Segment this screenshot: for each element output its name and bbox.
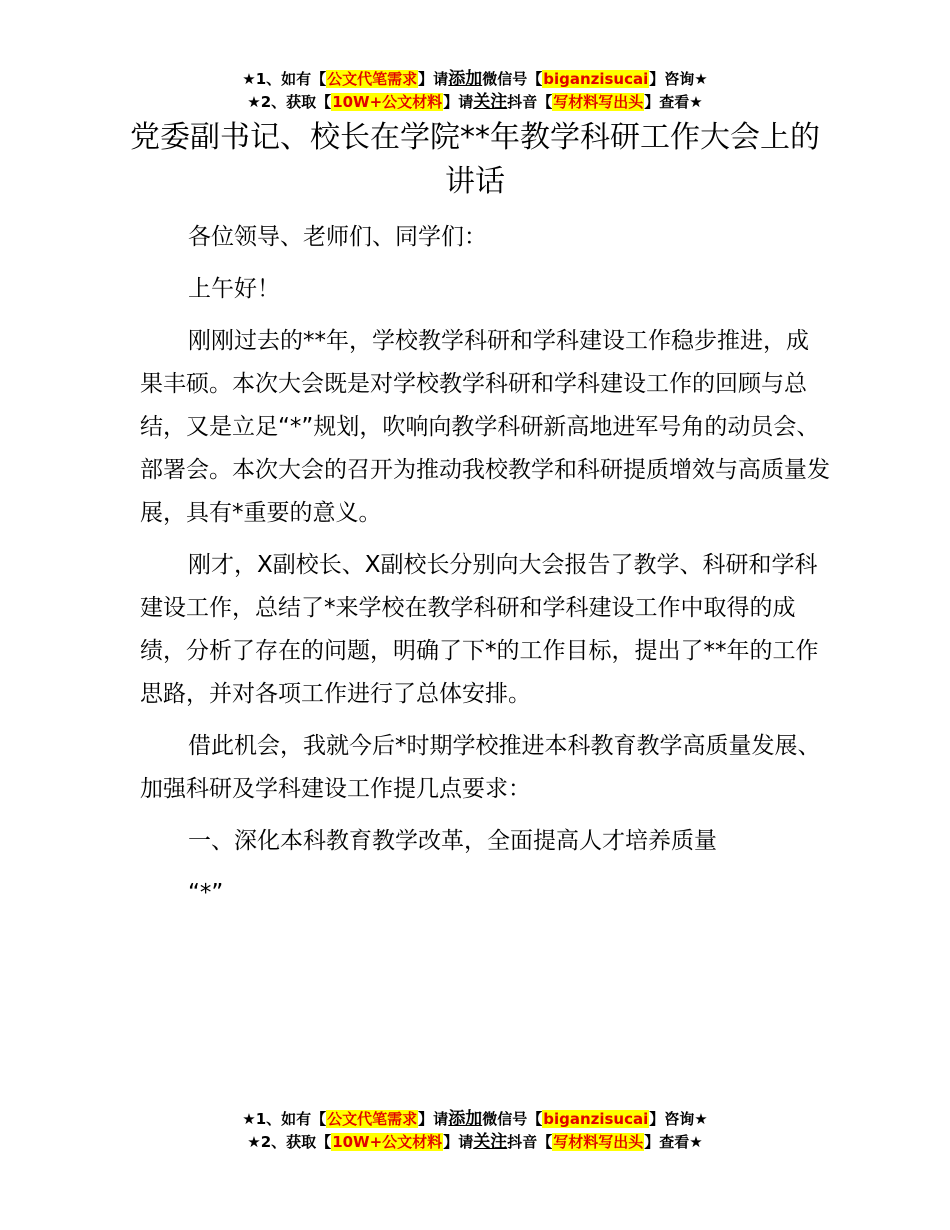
- top-banner: [0, 68, 950, 114]
- banner-emphasis: 关注: [473, 92, 508, 112]
- banner-highlight: 10W+公文材料: [332, 93, 443, 111]
- banner-line-1: [0, 1108, 950, 1131]
- banner-emphasis: 添加: [448, 69, 483, 89]
- bottom-banner: [0, 1108, 950, 1154]
- salutation: 各位领导、老师们、同学们：: [188, 224, 487, 250]
- paragraph: 刚刚过去的**年，学校教学科研和学科建设工作稳步推进，成果丰硕。本次大会既是对学校教学科研和学科建设工作的回顾与总结，又是立足“*”规划，吹响向教学科研新高地进军号角的动员会、部署会。本次大会的召开为推动我校教学和科研提质增效与高质量发展，具有*重要的意义。: [140, 328, 830, 526]
- banner-highlight: 公文代笔需求: [327, 70, 418, 88]
- banner-highlight: 10W+公文材料: [332, 1133, 443, 1151]
- banner-text: ★2、获取【: [247, 1133, 332, 1151]
- banner-text: 抖音【: [507, 1133, 553, 1151]
- banner-text: 】请: [443, 93, 474, 111]
- banner-emphasis: 添加: [448, 1109, 483, 1129]
- banner-douyin-id: 写材料写出头: [553, 1133, 644, 1151]
- section-heading: 一、深化本科教育教学改革，全面提高人才培养质量: [188, 828, 717, 854]
- banner-text: 】请: [418, 70, 449, 88]
- banner-text: ★2、获取【: [247, 93, 332, 111]
- paragraph: 借此机会，我就今后*时期学校推进本科教育教学高质量发展、加强科研及学科建设工作提几点要求：: [140, 733, 821, 802]
- greeting: 上午好！: [188, 276, 280, 302]
- banner-text: 】请: [418, 1110, 449, 1128]
- paragraph: 刚才，X副校长、X副校长分别向大会报告了教学、科研和学科建设工作，总结了*来学校在教学科研和学科建设工作中取得的成绩，分析了存在的问题，明确了下*的工作目标，提出了**年的工作思路，并对各项工作进行了总体安排。: [140, 552, 819, 707]
- banner-emphasis: 关注: [473, 1132, 508, 1152]
- document-title: 党委副书记、校长在学院**年教学科研工作大会上的讲话: [130, 120, 820, 199]
- banner-line-2: [0, 91, 950, 114]
- banner-text: 抖音【: [507, 93, 553, 111]
- document-body: [140, 216, 830, 924]
- banner-text: 】咨询★: [649, 1110, 708, 1128]
- banner-line-2: [0, 1131, 950, 1154]
- banner-highlight: 公文代笔需求: [327, 1110, 418, 1128]
- banner-wechat-id: biganzisucai: [543, 70, 649, 88]
- banner-text: 】查看★: [644, 1133, 703, 1151]
- banner-text: 微信号【: [482, 70, 543, 88]
- banner-text: ★1、如有【: [242, 70, 327, 88]
- banner-douyin-id: 写材料写出头: [553, 93, 644, 111]
- banner-text: 】咨询★: [649, 70, 708, 88]
- banner-text: 】查看★: [644, 93, 703, 111]
- banner-text: 微信号【: [482, 1110, 543, 1128]
- banner-text: 】请: [443, 1133, 474, 1151]
- paragraph: “*”: [188, 880, 224, 906]
- banner-line-1: [0, 68, 950, 91]
- banner-text: ★1、如有【: [242, 1110, 327, 1128]
- banner-wechat-id: biganzisucai: [543, 1110, 649, 1128]
